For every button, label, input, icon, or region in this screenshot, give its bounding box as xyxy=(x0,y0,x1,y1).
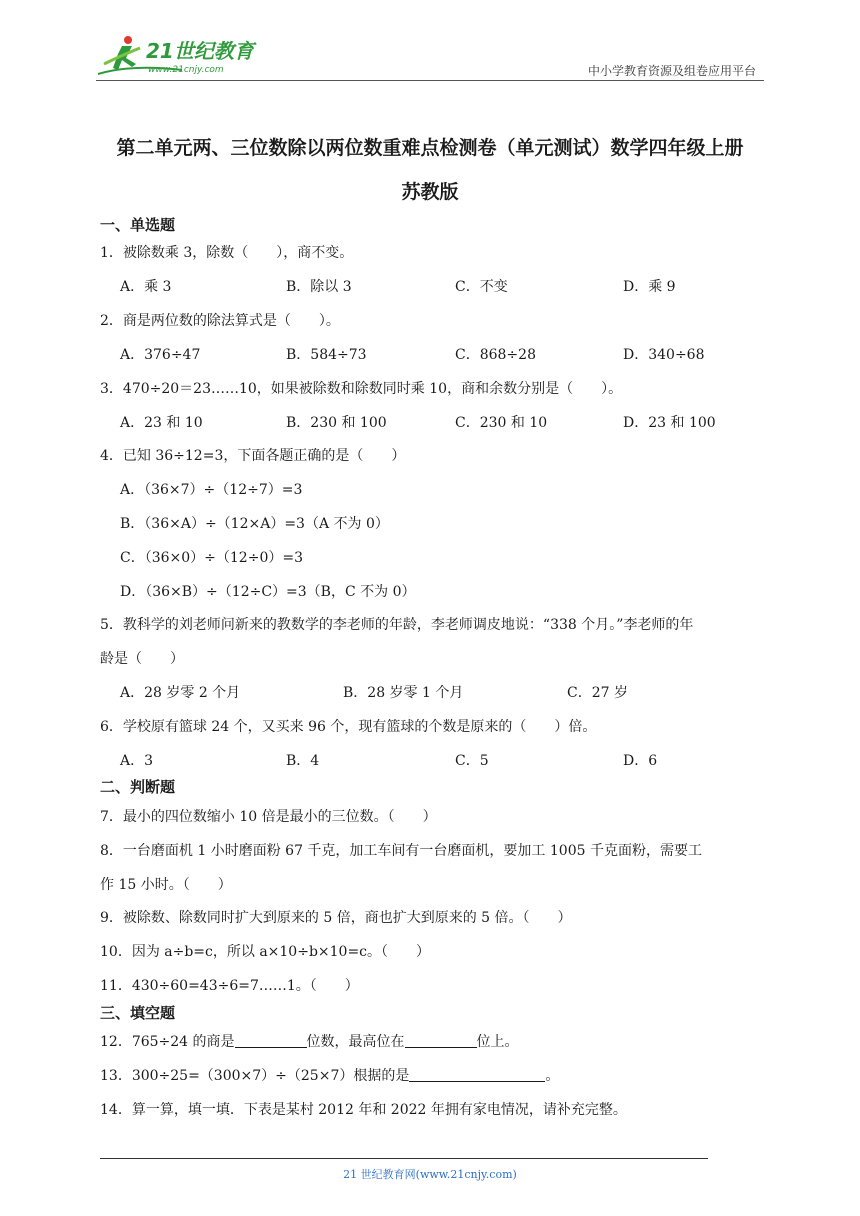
q4-option-a: A．（36×7）÷（12÷7）=3 xyxy=(120,482,303,498)
q1-option-b: B．除以 3 xyxy=(286,279,352,295)
q4-option-c: C．（36×0）÷（12÷0）=3 xyxy=(120,550,303,566)
question-8-cont: 作 15 小时。（ ） xyxy=(100,877,232,893)
q3-option-c: C．230 和 10 xyxy=(455,415,548,431)
footer-divider xyxy=(100,1158,708,1159)
q2-option-d: D．340÷68 xyxy=(623,347,705,363)
q6-option-b: B．4 xyxy=(286,753,320,769)
q6-option-d: D．6 xyxy=(623,753,658,769)
question-7: 7．最小的四位数缩小 10 倍是最小的三位数。（ ） xyxy=(100,809,437,825)
svg-text:www.21cnjy.com: www.21cnjy.com xyxy=(148,65,224,75)
q3-option-d: D．23 和 100 xyxy=(623,415,716,431)
q5-option-c: C．27 岁 xyxy=(567,685,628,701)
q4-option-d: D．（36×B）÷（12÷C）=3（B，C 不为 0） xyxy=(120,584,416,600)
question-4: 4．已知 36÷12=3，下面各题正确的是（ ） xyxy=(100,448,406,464)
q4-option-b: B．（36×A）÷（12×A）=3（A 不为 0） xyxy=(120,516,389,532)
q3-option-a: A．23 和 10 xyxy=(120,415,203,431)
q12-blank-2[interactable] xyxy=(405,1033,477,1048)
question-10: 10．因为 a÷b=c，所以 a×10÷b×10=c。（ ） xyxy=(100,944,431,960)
question-8: 8．一台磨面机 1 小时磨面粉 67 千克，加工车间有一台磨面机，要加工 1005 千克面粉，需要工 xyxy=(100,843,702,859)
q13-part2: 。 xyxy=(545,1068,560,1084)
q2-option-c: C．868÷28 xyxy=(455,347,536,363)
q5-option-b: B．28 岁零 1 个月 xyxy=(343,685,464,701)
q6-option-c: C．5 xyxy=(455,753,489,769)
q12-part3: 位上。 xyxy=(476,1034,519,1050)
q12-part1: 12．765÷24 的商是 xyxy=(100,1034,235,1050)
q1-option-d: D．乘 9 xyxy=(623,279,676,295)
q13-blank[interactable] xyxy=(409,1067,545,1082)
q1-option-a: A．乘 3 xyxy=(120,279,172,295)
page-header xyxy=(0,0,860,90)
q12-part2: 位数，最高位在 xyxy=(306,1034,405,1050)
svg-text:21世纪教育: 21世纪教育 xyxy=(146,39,254,63)
platform-name: 中小学教育资源及组卷应用平台 xyxy=(587,64,756,78)
q2-option-a: A．376÷47 xyxy=(120,347,201,363)
question-14: 14．算一算，填一填．下表是某村 2012 年和 2022 年拥有家电情况，请补充完整。 xyxy=(100,1102,627,1118)
document-title: 第二单元两、三位数除以两位数重难点检测卷（单元测试）数学四年级上册 xyxy=(116,137,744,159)
question-13 xyxy=(100,1065,559,1085)
q5-option-a: A．28 岁零 2 个月 xyxy=(120,685,241,701)
section-fill-blank: 三、填空题 xyxy=(100,1004,176,1022)
question-5: 5．教科学的刘老师问新来的教数学的李老师的年龄，李老师调皮地说：“338 个月。”李老师的年 xyxy=(100,617,694,633)
question-11: 11．430÷60=43÷6=7……1。（ ） xyxy=(100,978,359,994)
question-3: 3．470÷20＝23……10，如果被除数和除数同时乘 10，商和余数分别是（ ）。 xyxy=(100,381,623,397)
q13-part1: 13．300÷25=（300×7）÷（25×7）根据的是 xyxy=(100,1068,410,1084)
document-title-line2: 苏教版 xyxy=(401,181,459,203)
q12-blank-1[interactable] xyxy=(235,1033,307,1048)
question-9: 9．被除数、除数同时扩大到原来的 5 倍，商也扩大到原来的 5 倍。（ ） xyxy=(100,910,572,926)
q2-option-b: B．584÷73 xyxy=(286,347,367,363)
question-5-cont: 龄是（ ） xyxy=(100,651,184,667)
q6-option-a: A．3 xyxy=(120,753,154,769)
section-single-choice: 一、单选题 xyxy=(100,216,176,234)
header-divider xyxy=(96,80,764,81)
q1-option-c: C．不变 xyxy=(455,279,508,295)
section-true-false: 二、判断题 xyxy=(100,778,176,796)
footer-text: 21 世纪教育网(www.21cnjy.com) xyxy=(343,1168,517,1181)
question-12 xyxy=(100,1031,519,1051)
q3-option-b: B．230 和 100 xyxy=(286,415,387,431)
question-2: 2．商是两位数的除法算式是（ ）。 xyxy=(100,313,340,329)
question-6: 6．学校原有篮球 24 个，又买来 96 个，现有篮球的个数是原来的（ ）倍。 xyxy=(100,719,597,735)
logo-21cnjy xyxy=(92,34,272,80)
question-1: 1．被除数乘 3，除数（ ），商不变。 xyxy=(100,245,354,261)
